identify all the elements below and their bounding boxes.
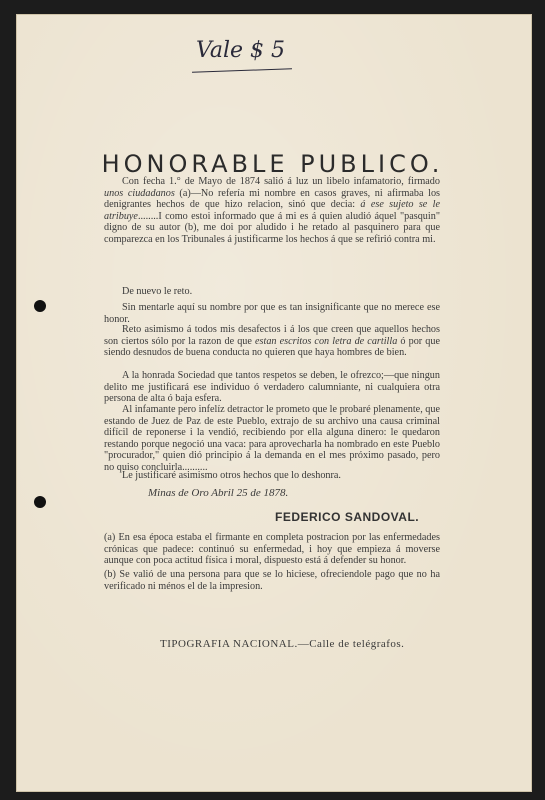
- paragraph-3: Sin mentarle aquí su nombre por que es tan insignificante que no merece ese honor.: [104, 302, 440, 325]
- paragraph-5: A la honrada Sociedad que tantos respetos se deben, le ofrezco;—que ningun delito me justificará ese individuo ó verdadero calumniante, ni cualquiera otra persona de alta ó baja esfera.: [104, 370, 440, 405]
- punch-hole: [34, 496, 46, 508]
- paragraph-6: Al infamante pero infelíz detractor le prometo que le probaré plenamente, que estando de Juez de Paz de este Pueblo, extrajo de su archivo una causa criminal difícil de reponerse i la vendió, recibiendo por ella alguna dinero: le quedaron restando porque negoció una vaca: para aprovecharla ha nombrado en este Pueblo "procurador," quien dió principio á la demanda en el mes próximo pasado, pero no quiso concluirla..........: [104, 404, 440, 473]
- date-line: Minas de Oro Abril 25 de 1878.: [148, 487, 289, 499]
- note-b: (b) Se valió de una persona para que se lo hiciese, ofreciendole pago que no ha verificado ni ménos el de la impresion.: [104, 569, 440, 592]
- punch-hole: [34, 300, 46, 312]
- page-title: HONORABLE PUBLICO.: [101, 150, 444, 178]
- paragraph-2: De nuevo le reto.: [122, 286, 193, 297]
- paragraph-4: Reto asimismo á todos mis desafectos i á los que creen que aquellos hechos son ciertos sólo por la razon de que estan escritos con letra de cartilla ó por que siendo desnudos de buena conducta no quieren que haya hombres de bien.: [104, 324, 440, 359]
- signature: FEDERICO SANDOVAL.: [275, 510, 420, 524]
- paragraph-1: Con fecha 1.° de Mayo de 1874 salió á luz un libelo infamatorio, firmado unos ciudadanos (a)—No refería mi nombre en casos graves, ni afirmaba los denigrantes hechos de que hizo relacion, sinó que decia: á ese sujeto se le atribuye........I como estoi informado que á mi es á quien aludió áquel "pasquin" digno de su autor (b), me doi por aludido i he retado al pasquinero para que comparezca en los Tribunales á justificarme los hechos á que se refirió contra mi.: [104, 176, 441, 245]
- printer-footer: TIPOGRAFIA NACIONAL.—Calle de telégrafos.: [160, 638, 405, 650]
- paragraph-7: Le justificaré asimismo otros hechos que lo deshonra.: [122, 470, 341, 481]
- note-a: (a) En esa época estaba el firmante en completa postracion por las enfermedades crónicas que padece: continuó su enfermedad, i hoy que empieza á moverse aunque con poca actitud física i moral, dispuesto está á defender su honor.: [104, 532, 440, 567]
- handwritten-note: Vale $ 5: [196, 38, 286, 63]
